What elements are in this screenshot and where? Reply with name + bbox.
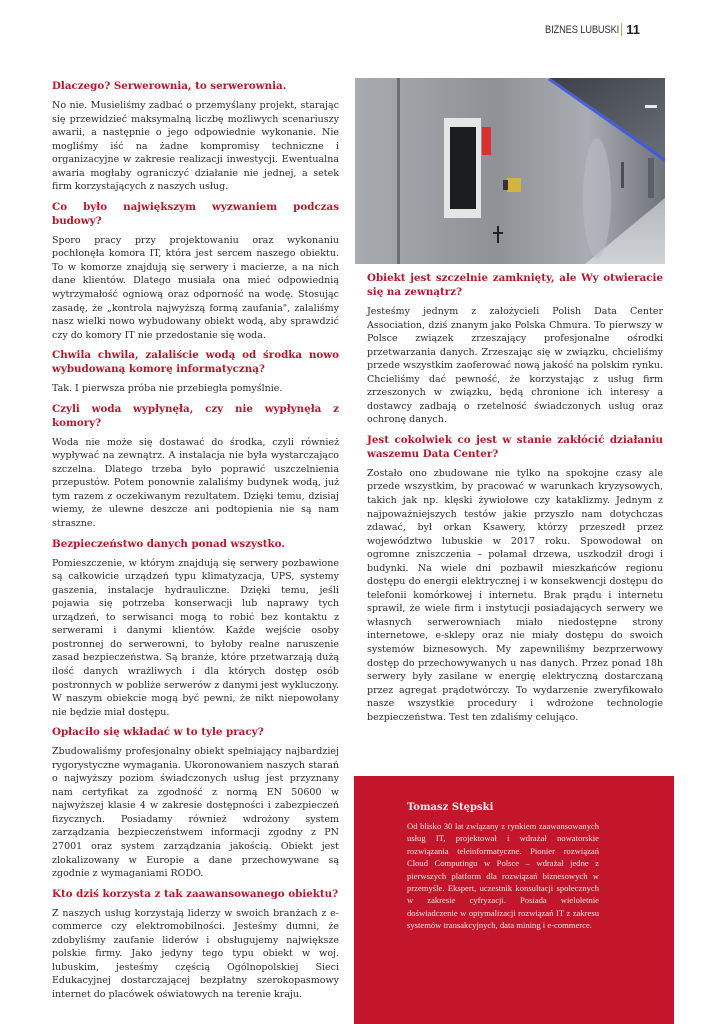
qa-block — [52, 402, 339, 531]
author-bio-box — [354, 776, 674, 1024]
answer-paragraph: Zostało ono zbudowane nie tylko na spokojne czasy ale przede wszystkim, by pracować w warunkach kryzysowych, takich jak np. klęski żywiołowe czy kataklizmy. Jednym z najpoważniejszych testów jakie przyszło nam dotychczas zdawać, był orkan Ksawery, którzy przeszedł przez województwo lubuskie w 2017 roku. Spowodował on ogromne zniszczenia – połamał drzewa, uszkodził drogi i budynki. Na wiele dni pozbawił mieszkańców regionu dostępu do energii elektrycznej i w konsekwencji dostępu do telefonii komórkowej i internetu. Brak prądu i internetu sprawił, że wiele firm i instytucji posiadających serwery we własnych serwerowniach miało niedostępne strony internetowe, e-sklepy oraz nie miały dostępu do swoich systemów biznesowych. My zapewniliśmy bezprzerwowy dostęp do przechowywanych u nas danych. Przez ponad 18h serwery były zasilane w energię elektryczną dostarczaną przez agregat prądotwórczy. To wydarzenie zweryfikowało nasze wszystkie procedury i wdrożone technologie bezpieczeństwa. Test ten zdaliśmy celująco. — [367, 467, 663, 723]
question-heading: Czyli woda wypłynęła, czy nie wypłynęła z komory? — [52, 402, 339, 429]
publication-name: BIZNES LUBUSKI — [545, 23, 620, 36]
qa-block — [367, 271, 663, 427]
answer-paragraph: Zbudowaliśmy profesjonalny obiekt spełniający najbardziej rygorystyczne wymagania. Ukoronowaniem naszych starań o najwyższy poziom świadczonych usług jest przyznany nam certyfikat za zgodność z normą EN 50600 w najwyższej klasie 4 w zakresie dostępności i zabezpieczeń fizycznych. Posiadamy również wdrożony system zarządzania bezpieczeństwem informacji zgodny z PN 27001 oraz system zarządzania jakością. Obiekt jest zlokalizowany w Europie a dane przechowywane są zgodnie z wymaganiami RODO. — [52, 746, 339, 880]
qa-block — [52, 348, 339, 396]
author-name: Tomasz Stępski — [407, 802, 494, 813]
author-bio-content — [407, 802, 599, 932]
qa-block — [52, 200, 339, 342]
server-room-corridor-image — [355, 78, 665, 264]
question-heading: Kto dziś korzysta z tak zaawansowanego obiektu? — [52, 887, 339, 900]
answer-paragraph: Pomieszczenie, w którym znajdują się serwery pozbawione są całkowicie urządzeń typu klimatyzacja, UPS, systemy gaszenia, instalacje hydrauliczne. Dzięki temu, jeśli pojawia się potrzeba konserwacji lub naprawy tych urządzeń, to serwisanci mogą to robić bez kontaktu z serwerami i danymi klientów. Każde wejście osoby postronnej do serwerowni, to byłoby realne naruszenie zasad bezpieczeństwa. Są branże, które przetwarzają dużą ilość danych wrażliwych i dla których dostęp osób postronnych w pobliże serwerów z danymi jest wykluczony. W naszym obiekcie mogą być pewni, że nikt niepowołany nie będzie miał dostępu. — [52, 557, 339, 718]
answer-paragraph: Tak. I pierwsza próba nie przebiegła pomyślnie. — [52, 383, 283, 395]
qa-block — [52, 537, 339, 720]
page-number: 11 — [626, 22, 640, 37]
question-heading: Jest cokolwiek co jest w stanie zakłócić działaniu waszemu Data Center? — [367, 433, 663, 460]
author-bio-text: Od blisko 30 lat związany z rynkiem zaawansowanych usług IT, projektował i wdrażał nowatorskie rozwiązania teleinformatyczne. Pionier rozwiązań Cloud Computingu w Polsce – wdrażał jedne z pierwszych platform dla rozwiązań biznesowych w przemyśle. Ekspert, uczestnik konsultacji społecznych w zakresie cyfryzacji. Posiada wieloletnie doświadczenie w optymalizacji rozwiązań IT z zakresu systemów transakcyjnych, data mining i e-commerce. — [407, 821, 599, 931]
question-heading: Bezpieczeństwo danych ponad wszystko. — [52, 537, 285, 550]
left-column — [52, 79, 339, 1007]
server-room-photo — [355, 78, 665, 264]
qa-block — [52, 887, 339, 1002]
answer-paragraph: Jesteśmy jednym z założycieli Polish Data Center Association, dziś znanym jako Polska Chmura. To pierwszy w Polsce związek zrzeszający profesjonalne ośrodki przetwarzania danych. Zrzeszając się w związku, chcieliśmy przede wszystkim zaoferować nową jakość na polskim rynku. Chcieliśmy dać pewność, że korzystając z usług firm zrzeszonych w związku, będą chronione ich interesy a dostawcy zadbają o rzetelność świadczonych usług oraz ochronę danych. — [367, 306, 663, 426]
answer-paragraph: Sporo pracy przy projektowaniu oraz wykonaniu pochłonęła komora IT, która jest sercem naszego obiektu. To w komorze znajdują się serwery i macierze, a na nich dane klientów. Dlatego musiała ona mieć odpowiednią wytrzymałość ogniową oraz odporność na wodę. Stosując zasadę, że „kontrola najwyższą formą zaufania", zalaliśmy nasz wielki nowo wybudowany obiekt wodą, aby sprawdzić czy do komory IT nie przedostanie się woda. — [52, 234, 339, 341]
question-heading: Co było największym wyzwaniem podczas budowy? — [52, 200, 339, 227]
qa-block — [52, 725, 339, 880]
question-heading: Dlaczego? Serwerownia, to serwerownia. — [52, 80, 287, 92]
right-column — [367, 271, 663, 730]
qa-block — [52, 79, 339, 194]
header-divider — [621, 23, 622, 36]
answer-paragraph: Z naszych usług korzystają liderzy w swoich branżach z e-commerce czy elektromobilności. Jesteśmy dumni, że zdobyliśmy zaufanie liderów i obsługujemy największe polskie firmy. Jako jedyny tego typu obiekt w woj. lubuskim, jesteśmy częścią Ogólnopolskiej Sieci Edukacyjnej dostarczającej bezpłatny szerokopasmowy internet do placówek oświatowych na terenie kraju. — [52, 907, 339, 1000]
question-heading: Chwila chwila, zalaliście wodą od środka nowo wybudowaną komorę informatyczną? — [52, 349, 339, 376]
qa-block — [367, 433, 663, 724]
running-head — [532, 22, 640, 37]
question-heading: Obiekt jest szczelnie zamknięty, ale Wy otwieracie się na zewnątrz? — [367, 272, 663, 298]
answer-paragraph: Woda nie może się dostawać do środka, czyli również wypływać na zewnątrz. A instalacja nie była wystarczająco szczelna. Dlatego trzeba było poprawić uszczelnienia przepustów. Potem ponownie zalaliśmy budynek wodą, już tym razem z oczekiwanym rezultatem. Dzięki temu, dzisiaj wiemy, że ulewne deszcze ani podtopienia nie są nam straszne. — [52, 436, 339, 530]
question-heading: Opłaciło się wkładać w to tyle pracy? — [52, 726, 264, 739]
answer-paragraph: No nie. Musieliśmy zadbać o przemyślany projekt, starając się przewidzieć maksymalną liczbę możliwych scenariuszy awarii, a następnie o jego odpowiednie wykonanie. Nie mogliśmy iść na żadne kompromisy techniczne i organizacyjne w zakresie realizacji inwestycji. Ewentualna awaria mogłaby ograniczyć działanie nie jednej, a setek firm korzystających z naszych usług. — [52, 100, 339, 193]
